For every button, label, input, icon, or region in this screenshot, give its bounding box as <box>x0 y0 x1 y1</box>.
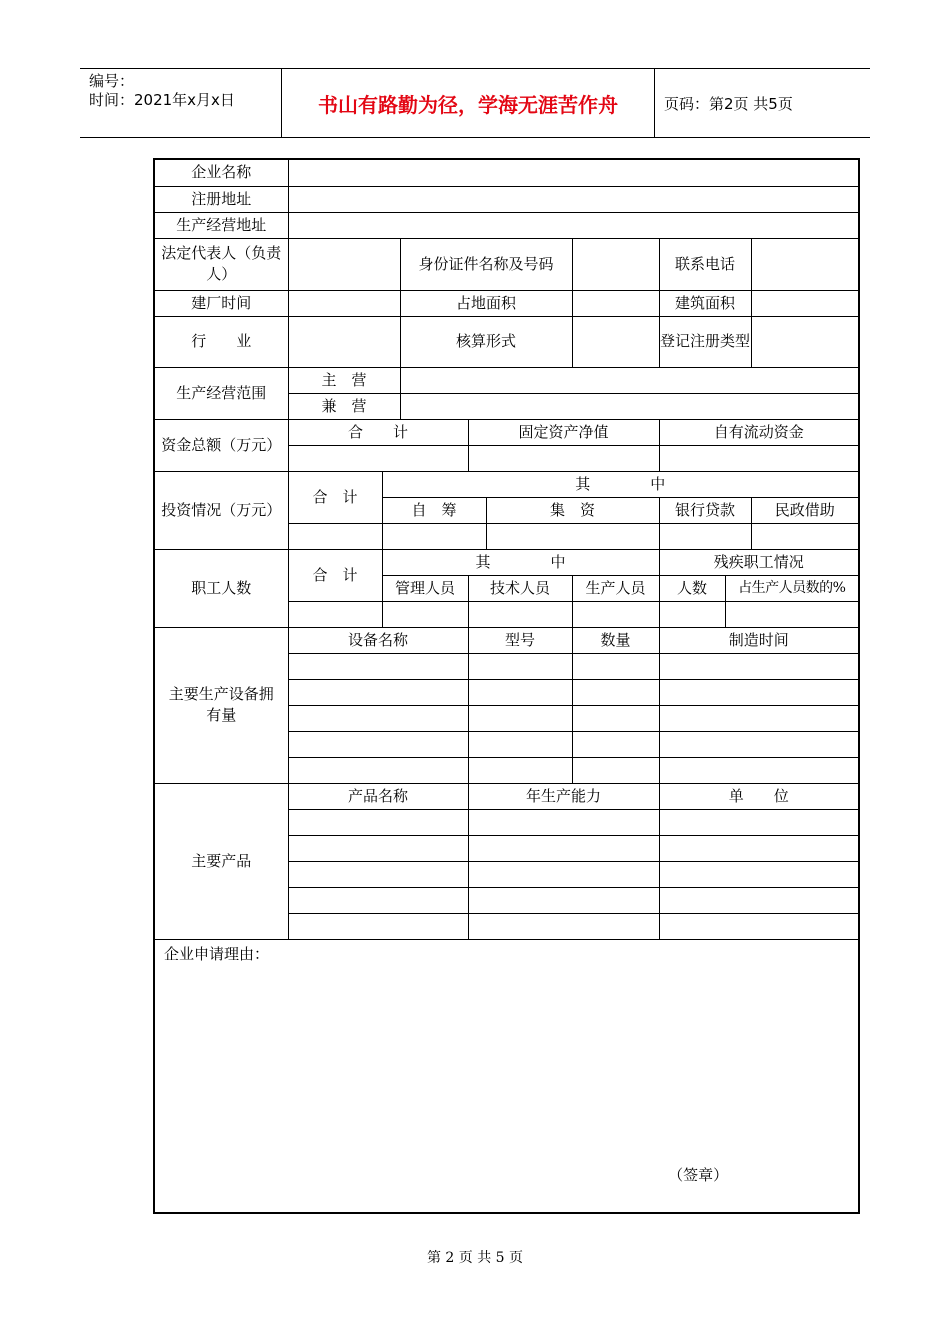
staff-sum-header: 合 计 <box>288 549 382 601</box>
working-capital-field[interactable] <box>659 445 859 471</box>
made-time-cell[interactable] <box>659 653 859 679</box>
quantity-header: 数量 <box>572 627 659 653</box>
seal-label: （签章） <box>668 1166 729 1184</box>
capital-sum-header: 合 计 <box>288 419 468 445</box>
staff-sum-field[interactable] <box>288 601 382 627</box>
time-label: 时间：2021年x月x日 <box>89 91 235 109</box>
annual-capacity-cell[interactable] <box>468 913 659 939</box>
product-name-cell[interactable] <box>288 835 468 861</box>
investment-sum-header: 合 计 <box>288 471 382 523</box>
product-name-header: 产品名称 <box>288 783 468 809</box>
unit-cell[interactable] <box>659 913 859 939</box>
unit-cell[interactable] <box>659 861 859 887</box>
annual-capacity-cell[interactable] <box>468 835 659 861</box>
technicians-header: 技术人员 <box>468 575 572 601</box>
id-doc-field[interactable] <box>572 238 659 290</box>
main-biz-label: 主 营 <box>288 367 400 393</box>
model-cell[interactable] <box>468 757 572 783</box>
accounting-label: 核算形式 <box>400 316 572 367</box>
disabled-staff-header: 残疾职工情况 <box>659 549 859 575</box>
bank-loan-header: 银行贷款 <box>659 497 751 523</box>
annual-capacity-cell[interactable] <box>468 887 659 913</box>
reg-address-label: 注册地址 <box>154 186 288 212</box>
legal-rep-field[interactable] <box>288 238 400 290</box>
production-staff-field[interactable] <box>572 601 659 627</box>
build-time-label: 建厂时间 <box>154 290 288 316</box>
product-name-cell[interactable] <box>288 913 468 939</box>
phone-label: 联系电话 <box>659 238 751 290</box>
product-name-cell[interactable] <box>288 809 468 835</box>
fixed-assets-field[interactable] <box>468 445 659 471</box>
capital-sum-field[interactable] <box>288 445 468 471</box>
self-raised-field[interactable] <box>382 523 486 549</box>
industry-field[interactable] <box>288 316 400 367</box>
made-time-cell[interactable] <box>659 705 859 731</box>
investment-label: 投资情况（万元） <box>154 471 288 549</box>
header-meta <box>80 69 282 137</box>
unit-cell[interactable] <box>659 887 859 913</box>
disabled-count-field[interactable] <box>659 601 725 627</box>
managers-field[interactable] <box>382 601 468 627</box>
capital-total-label: 资金总额（万元） <box>154 419 288 471</box>
model-cell[interactable] <box>468 653 572 679</box>
disabled-count-header: 人数 <box>659 575 725 601</box>
production-staff-header: 生产人员 <box>572 575 659 601</box>
company-name-field[interactable] <box>288 159 859 186</box>
bank-loan-field[interactable] <box>659 523 751 549</box>
equip-name-cell[interactable] <box>288 653 468 679</box>
equip-name-header: 设备名称 <box>288 627 468 653</box>
working-capital-header: 自有流动资金 <box>659 419 859 445</box>
disabled-ratio-field[interactable] <box>725 601 859 627</box>
unit-cell[interactable] <box>659 809 859 835</box>
reg-type-label: 登记注册类型 <box>659 316 751 367</box>
quantity-cell[interactable] <box>572 731 659 757</box>
company-name-label: 企业名称 <box>154 159 288 186</box>
page-header <box>80 68 870 138</box>
investment-among-header: 其 中 <box>382 471 859 497</box>
building-area-field[interactable] <box>751 290 859 316</box>
biz-scope-label: 生产经营范围 <box>154 367 288 419</box>
unit-header: 单 位 <box>659 783 859 809</box>
biz-address-field[interactable] <box>288 212 859 238</box>
made-time-cell[interactable] <box>659 757 859 783</box>
product-name-cell[interactable] <box>288 861 468 887</box>
number-label: 编号： <box>89 72 135 90</box>
reg-address-field[interactable] <box>288 186 859 212</box>
staff-label: 职工人数 <box>154 549 288 627</box>
equipment-label: 主要生产设备拥有量 <box>154 627 288 783</box>
phone-field[interactable] <box>751 238 859 290</box>
made-time-cell[interactable] <box>659 731 859 757</box>
land-area-label: 占地面积 <box>400 290 572 316</box>
reason-field[interactable] <box>154 939 859 1213</box>
quantity-cell[interactable] <box>572 653 659 679</box>
model-cell[interactable] <box>468 731 572 757</box>
page-info: 页码：第2页 共5页 <box>664 94 793 113</box>
build-time-field[interactable] <box>288 290 400 316</box>
pooled-header: 集 资 <box>486 497 659 523</box>
land-area-field[interactable] <box>572 290 659 316</box>
header-motto: 书山有路勤为径，学海无涯苦作舟 <box>282 69 655 137</box>
model-header: 型号 <box>468 627 572 653</box>
quantity-cell[interactable] <box>572 757 659 783</box>
reg-type-field[interactable] <box>751 316 859 367</box>
id-doc-label: 身份证件名称及号码 <box>400 238 572 290</box>
annual-capacity-header: 年生产能力 <box>468 783 659 809</box>
made-time-header: 制造时间 <box>659 627 859 653</box>
building-area-label: 建筑面积 <box>659 290 751 316</box>
managers-header: 管理人员 <box>382 575 468 601</box>
model-cell[interactable] <box>468 705 572 731</box>
made-time-cell[interactable] <box>659 679 859 705</box>
technicians-field[interactable] <box>468 601 572 627</box>
equip-name-cell[interactable] <box>288 757 468 783</box>
page-footer: 第 2 页 共 5 页 <box>426 1250 524 1266</box>
reason-label: 企业申请理由： <box>164 944 270 963</box>
product-name-cell[interactable] <box>288 887 468 913</box>
quantity-cell[interactable] <box>572 679 659 705</box>
civil-loan-field[interactable] <box>751 523 859 549</box>
legal-rep-label: 法定代表人（负责人） <box>154 238 288 290</box>
accounting-field[interactable] <box>572 316 659 367</box>
application-form <box>153 158 860 1214</box>
model-cell[interactable] <box>468 679 572 705</box>
disabled-ratio-header: 占生产人员数的% <box>725 575 859 601</box>
side-biz-field[interactable] <box>400 393 859 419</box>
equip-name-cell[interactable] <box>288 731 468 757</box>
annual-capacity-cell[interactable] <box>468 861 659 887</box>
side-biz-label: 兼 营 <box>288 393 400 419</box>
products-label: 主要产品 <box>154 783 288 939</box>
pooled-field[interactable] <box>486 523 659 549</box>
industry-label: 行 业 <box>154 316 288 367</box>
biz-address-label: 生产经营地址 <box>154 212 288 238</box>
staff-among-header: 其 中 <box>382 549 659 575</box>
unit-cell[interactable] <box>659 835 859 861</box>
quantity-cell[interactable] <box>572 705 659 731</box>
fixed-assets-header: 固定资产净值 <box>468 419 659 445</box>
equip-name-cell[interactable] <box>288 705 468 731</box>
self-raised-header: 自 筹 <box>382 497 486 523</box>
investment-sum-field[interactable] <box>288 523 382 549</box>
main-biz-field[interactable] <box>400 367 859 393</box>
civil-loan-header: 民政借助 <box>751 497 859 523</box>
annual-capacity-cell[interactable] <box>468 809 659 835</box>
equip-name-cell[interactable] <box>288 679 468 705</box>
